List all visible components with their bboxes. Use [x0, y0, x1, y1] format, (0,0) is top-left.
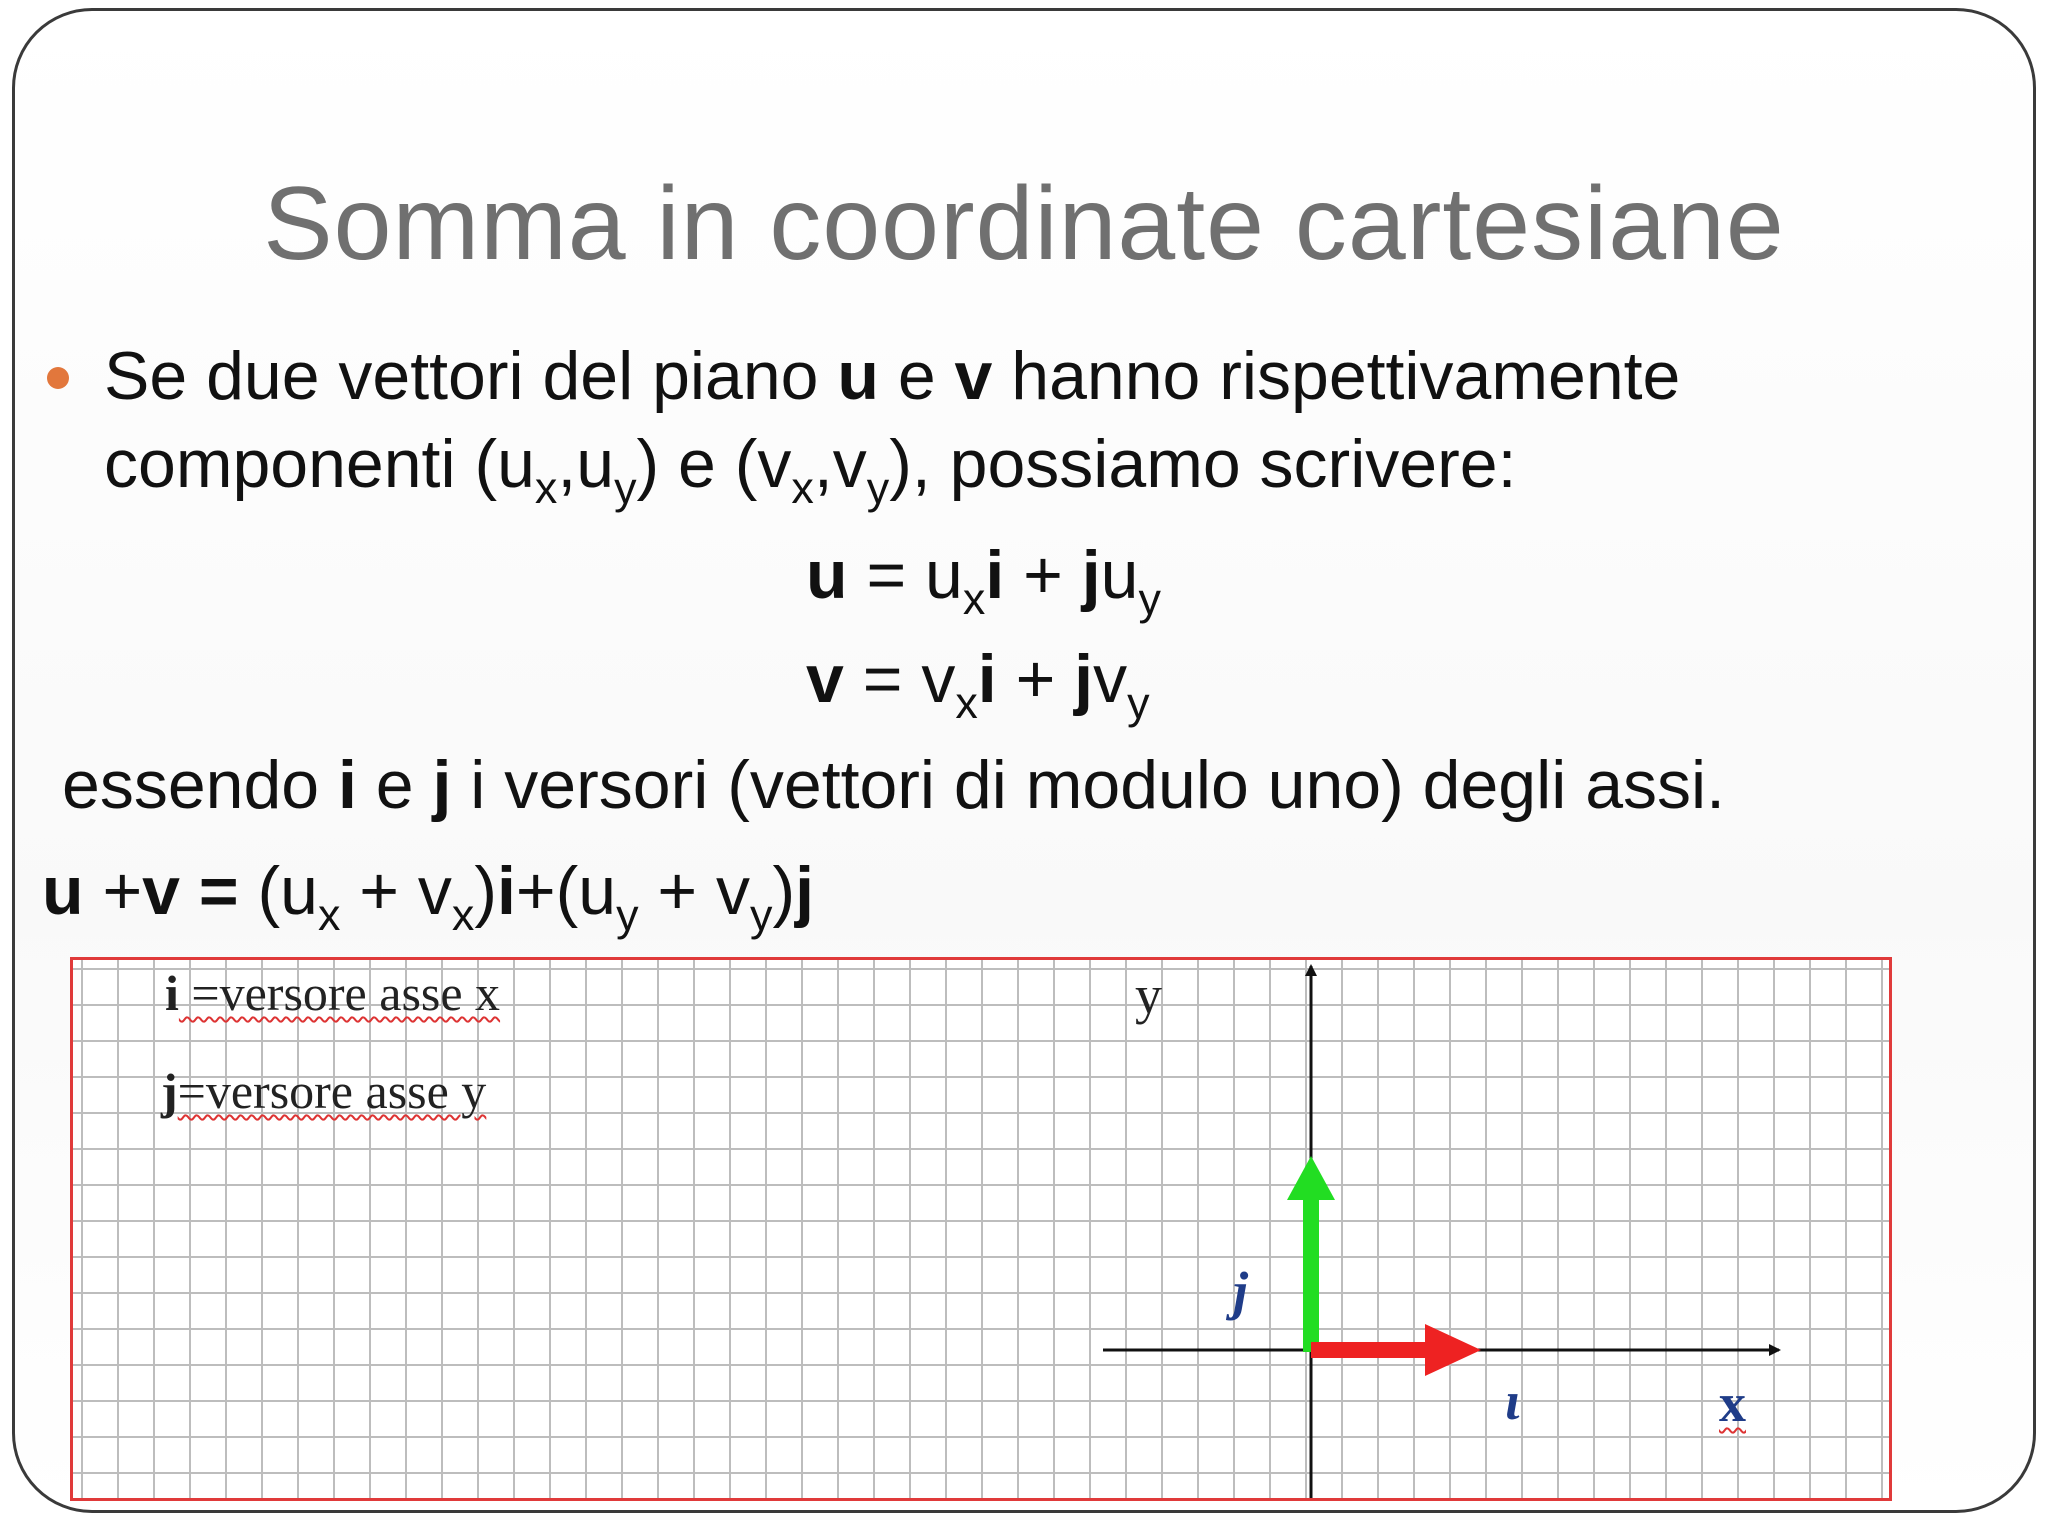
equation-v: $v = v_xi + jv_y$	[806, 641, 1150, 728]
slide-title: Somma in coordinate cartesiane	[263, 166, 1785, 282]
note-j-versor: j=versore asse y	[161, 1063, 487, 1119]
y-axis-label: y	[1135, 965, 1162, 1025]
bullet-line-1: Se due vettori del piano u e v hanno rispettivamente	[104, 338, 1681, 414]
note-i-versor: i =versore asse x	[165, 965, 501, 1021]
i-vector-label: ι⃗	[1505, 1371, 1563, 1431]
sum-equation: $u +v = (u_x + v_x)i+(u_y + v_y)j$	[42, 853, 815, 940]
essendo-line: essendo i e j i versori (vettori di modulo uno) degli assi.	[62, 747, 1726, 823]
bullet-dot	[47, 367, 69, 389]
axes-diagram	[73, 960, 1892, 1501]
x-axis-label: x	[1719, 1373, 1746, 1433]
j-vector-label: j⃗	[1233, 1261, 1291, 1321]
j-vector-arrow	[1287, 1156, 1335, 1352]
unit-vectors-figure	[70, 957, 1892, 1501]
i-vector-arrow	[1311, 1324, 1481, 1376]
bullet-line-2: componenti $(u_x,u_y)$ e $(v_x,v_y)$, possiamo scrivere:	[104, 426, 1517, 513]
equation-u: $u = u_xi + ju_y$	[806, 537, 1161, 624]
